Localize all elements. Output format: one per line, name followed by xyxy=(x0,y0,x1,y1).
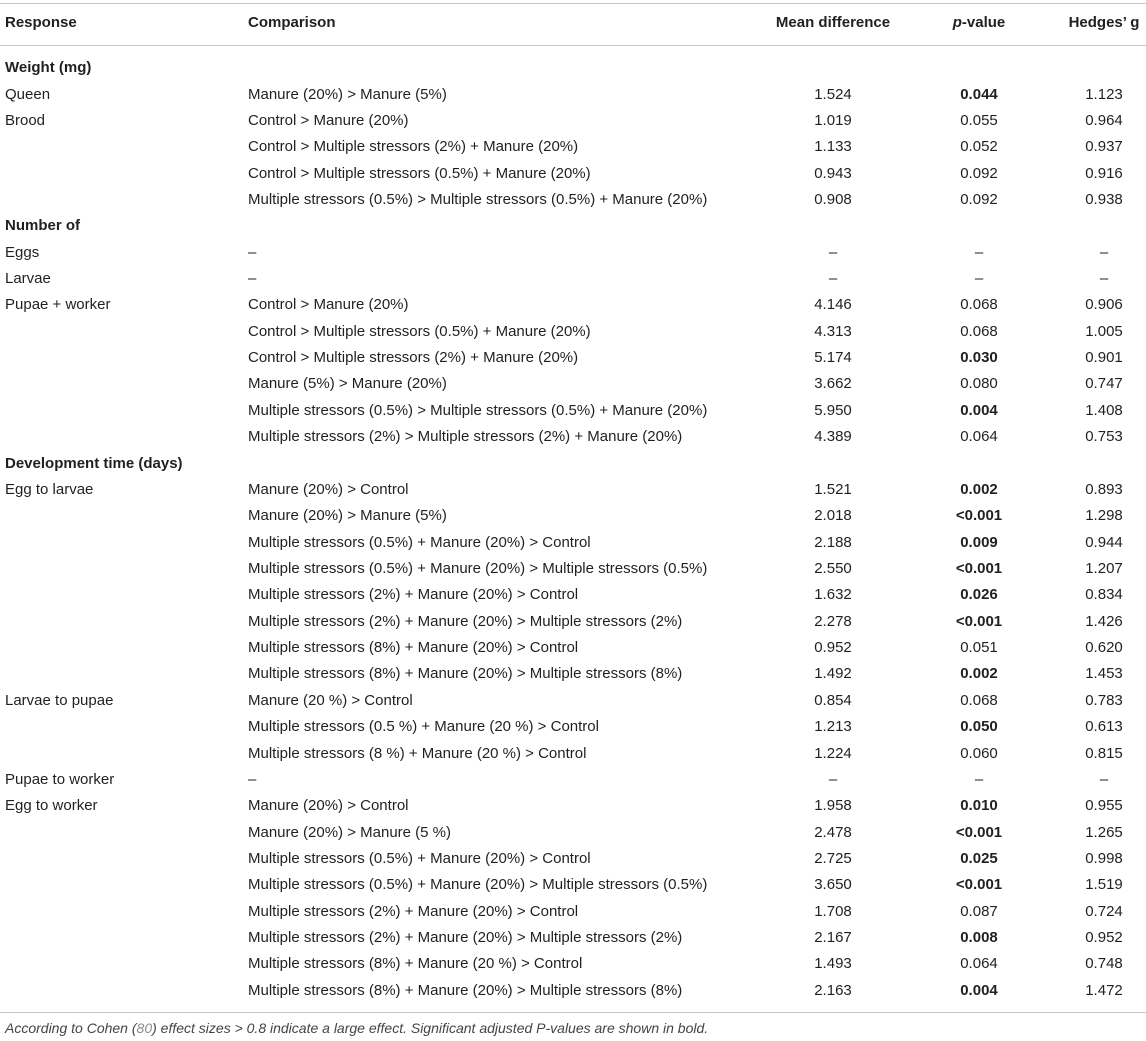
comparison-cell: Manure (5%) > Manure (20%) xyxy=(248,375,447,393)
p-value-cell: – xyxy=(974,270,984,288)
header-mean-difference: Mean difference xyxy=(775,14,891,31)
hedges-g-cell: – xyxy=(1099,770,1109,788)
table-row xyxy=(0,319,1146,345)
table-row xyxy=(0,661,1146,687)
mean-difference-cell: 1.224 xyxy=(814,744,852,762)
comparison-cell: Multiple stressors (2%) + Manure (20%) > Multiple stressors (2%) xyxy=(248,929,683,947)
mean-difference-cell: 2.725 xyxy=(814,849,852,867)
section-header-row xyxy=(0,55,1146,81)
mean-difference-cell: 1.708 xyxy=(814,902,852,920)
table-row xyxy=(0,529,1146,555)
footer-rule xyxy=(0,1012,1146,1013)
table-row xyxy=(0,556,1146,582)
comparison-cell: Multiple stressors (0.5%) + Manure (20%) > Control xyxy=(248,533,591,551)
p-value-cell: 0.055 xyxy=(960,111,998,129)
response-cell: Queen xyxy=(5,85,51,103)
p-value-cell: 0.051 xyxy=(960,639,998,657)
comparison-cell: Multiple stressors (8%) + Manure (20%) > Multiple stressors (8%) xyxy=(248,981,683,999)
p-value-cell: 0.080 xyxy=(960,375,998,393)
p-value-cell: 0.064 xyxy=(960,428,998,446)
p-value-cell: 0.060 xyxy=(960,744,998,762)
table-row xyxy=(0,160,1146,186)
mean-difference-cell: 4.146 xyxy=(814,296,852,314)
p-value-cell: – xyxy=(974,770,984,788)
p-value-cell: 0.092 xyxy=(960,164,998,182)
p-value-cell: 0.052 xyxy=(960,138,998,156)
p-value-cell: 0.068 xyxy=(960,296,998,314)
table-row xyxy=(0,635,1146,661)
header-hedges-g: Hedges’ g xyxy=(1068,14,1140,31)
comparison-cell: Multiple stressors (8%) + Manure (20%) > Multiple stressors (8%) xyxy=(248,665,683,683)
citation-link[interactable]: 80 xyxy=(136,1020,153,1036)
table-row xyxy=(0,345,1146,371)
hedges-g-cell: 1.453 xyxy=(1085,665,1123,683)
comparison-cell: Multiple stressors (0.5%) + Manure (20%) > Control xyxy=(248,849,591,867)
mean-difference-cell: 1.213 xyxy=(814,718,852,736)
p-value-cell: 0.004 xyxy=(960,401,998,419)
table-row xyxy=(0,609,1146,635)
hedges-g-cell: 0.944 xyxy=(1085,533,1123,551)
section-label: Number of xyxy=(5,217,80,235)
mean-difference-cell: 4.389 xyxy=(814,428,852,446)
header-p-value xyxy=(906,14,1052,32)
hedges-g-cell: 1.123 xyxy=(1085,85,1123,103)
comparison-cell: Multiple stressors (2%) + Manure (20%) > Control xyxy=(248,902,579,920)
hedges-g-cell: 0.747 xyxy=(1085,375,1123,393)
mean-difference-cell: 1.524 xyxy=(814,85,852,103)
hedges-g-cell: 0.938 xyxy=(1085,190,1123,208)
comparison-cell: Manure (20%) > Manure (5%) xyxy=(248,507,447,525)
section-header-row xyxy=(0,213,1146,239)
response-cell: Larvae to pupae xyxy=(5,691,114,709)
comparison-cell: Manure (20%) > Control xyxy=(248,480,409,498)
table-row xyxy=(0,819,1146,845)
comparison-cell: Multiple stressors (0.5 %) + Manure (20 %) > Control xyxy=(248,718,599,736)
table-row xyxy=(0,371,1146,397)
mean-difference-cell: 1.492 xyxy=(814,665,852,683)
comparison-cell: Control > Manure (20%) xyxy=(248,111,409,129)
comparison-cell: Multiple stressors (8%) + Manure (20 %) > Control xyxy=(248,955,583,973)
p-value-cell: 0.025 xyxy=(960,849,998,867)
response-cell: Pupae + worker xyxy=(5,296,111,314)
section-label: Weight (mg) xyxy=(5,59,92,77)
hedges-g-cell: 0.893 xyxy=(1085,480,1123,498)
comparison-cell: Multiple stressors (2%) + Manure (20%) > Multiple stressors (2%) xyxy=(248,612,683,630)
table-row xyxy=(0,398,1146,424)
comparison-cell: Manure (20%) > Manure (5 %) xyxy=(248,823,451,841)
mean-difference-cell: 1.133 xyxy=(814,138,852,156)
p-value-cell: 0.026 xyxy=(960,586,998,604)
mean-difference-cell: 2.278 xyxy=(814,612,852,630)
mean-difference-cell: 1.632 xyxy=(814,586,852,604)
mean-difference-cell: 0.943 xyxy=(814,164,852,182)
hedges-g-cell: 1.005 xyxy=(1085,322,1123,340)
section-header-row xyxy=(0,450,1146,476)
comparison-cell: Multiple stressors (0.5%) + Manure (20%) > Multiple stressors (0.5%) xyxy=(248,560,708,577)
table-row xyxy=(0,899,1146,925)
mean-difference-cell: 3.662 xyxy=(814,375,852,393)
p-value-cell: – xyxy=(974,243,984,261)
p-value-cell: 0.002 xyxy=(960,665,998,683)
response-cell: Larvae xyxy=(5,270,51,288)
table-row xyxy=(0,925,1146,951)
hedges-g-cell: 1.207 xyxy=(1085,560,1123,577)
hedges-g-cell: 0.964 xyxy=(1085,111,1123,129)
p-value-cell: 0.092 xyxy=(960,190,998,208)
mean-difference-cell: 3.650 xyxy=(814,876,852,894)
comparison-cell: Manure (20%) > Manure (5%) xyxy=(248,85,447,103)
footnote-text-after: ) effect sizes > 0.8 indicate a large effect. Significant adjusted P-values are shown in bold. xyxy=(152,1020,709,1036)
table-row xyxy=(0,740,1146,766)
header-rule xyxy=(0,45,1146,46)
hedges-g-cell: 1.472 xyxy=(1085,981,1123,999)
response-cell: Eggs xyxy=(5,243,40,261)
mean-difference-cell: 5.950 xyxy=(814,401,852,419)
p-value-cell: 0.004 xyxy=(960,981,998,999)
table-row xyxy=(0,688,1146,714)
comparison-cell: Control > Multiple stressors (2%) + Manure (20%) xyxy=(248,349,579,367)
p-value-cell: 0.008 xyxy=(960,929,998,947)
p-value-cell: <0.001 xyxy=(955,507,1003,525)
results-table-body xyxy=(0,55,1146,1004)
header-p-value-suffix: -value xyxy=(961,14,1006,31)
comparison-cell: Control > Manure (20%) xyxy=(248,296,409,314)
p-value-cell: <0.001 xyxy=(955,612,1003,630)
table-row xyxy=(0,978,1146,1004)
table-row xyxy=(0,266,1146,292)
hedges-g-cell: 0.753 xyxy=(1085,428,1123,446)
hedges-g-cell: 1.298 xyxy=(1085,507,1123,525)
mean-difference-cell: 2.018 xyxy=(814,507,852,525)
hedges-g-cell: 0.998 xyxy=(1085,849,1123,867)
comparison-cell: Multiple stressors (2%) + Manure (20%) > Control xyxy=(248,586,579,604)
p-value-cell: 0.064 xyxy=(960,955,998,973)
p-value-cell: <0.001 xyxy=(955,560,1003,577)
section-label: Development time (days) xyxy=(5,454,183,472)
p-value-cell: 0.010 xyxy=(960,797,998,815)
table-footnote xyxy=(5,1018,708,1038)
hedges-g-cell: 0.620 xyxy=(1085,639,1123,657)
hedges-g-cell: 0.783 xyxy=(1085,691,1123,709)
comparison-cell: Multiple stressors (0.5%) + Manure (20%) > Multiple stressors (0.5%) xyxy=(248,876,708,894)
hedges-g-cell: 0.937 xyxy=(1085,138,1123,156)
mean-difference-cell: 1.958 xyxy=(814,797,852,815)
response-cell: Pupae to worker xyxy=(5,770,115,788)
table-row xyxy=(0,424,1146,450)
table-row xyxy=(0,582,1146,608)
p-value-cell: <0.001 xyxy=(955,876,1003,894)
comparison-cell: Multiple stressors (0.5%) > Multiple stressors (0.5%) + Manure (20%) xyxy=(248,190,708,208)
table-row xyxy=(0,793,1146,819)
comparison-cell: Control > Multiple stressors (2%) + Manure (20%) xyxy=(248,138,579,156)
table-row xyxy=(0,134,1146,160)
mean-difference-cell: 2.550 xyxy=(814,560,852,577)
comparison-cell: Manure (20 %) > Control xyxy=(248,691,413,709)
comparison-cell: – xyxy=(248,770,257,788)
hedges-g-cell: 0.916 xyxy=(1085,164,1123,182)
p-value-cell: 0.068 xyxy=(960,322,998,340)
table-row xyxy=(0,477,1146,503)
p-value-cell: 0.068 xyxy=(960,691,998,709)
table-row xyxy=(0,503,1146,529)
table-row xyxy=(0,292,1146,318)
p-value-cell: 0.002 xyxy=(960,480,998,498)
hedges-g-cell: 1.519 xyxy=(1085,876,1123,894)
mean-difference-cell: – xyxy=(828,770,838,788)
hedges-g-cell: – xyxy=(1099,243,1109,261)
hedges-g-cell: 0.901 xyxy=(1085,349,1123,367)
mean-difference-cell: 2.188 xyxy=(814,533,852,551)
comparison-cell: Control > Multiple stressors (0.5%) + Manure (20%) xyxy=(248,322,591,340)
hedges-g-cell: 0.815 xyxy=(1085,744,1123,762)
response-cell: Egg to worker xyxy=(5,797,98,815)
response-cell: Egg to larvae xyxy=(5,480,94,498)
comparison-cell: Control > Multiple stressors (0.5%) + Manure (20%) xyxy=(248,164,591,182)
header-p-value-italic: p xyxy=(952,14,962,31)
comparison-cell: – xyxy=(248,243,257,261)
header-comparison: Comparison xyxy=(248,14,336,31)
p-value-cell: 0.087 xyxy=(960,902,998,920)
table-row xyxy=(0,108,1146,134)
mean-difference-cell: 1.493 xyxy=(814,955,852,973)
table-row xyxy=(0,187,1146,213)
mean-difference-cell: 2.167 xyxy=(814,929,852,947)
p-value-cell: <0.001 xyxy=(955,823,1003,841)
comparison-cell: – xyxy=(248,270,257,288)
mean-difference-cell: 1.521 xyxy=(814,480,852,498)
hedges-g-cell: 0.748 xyxy=(1085,955,1123,973)
mean-difference-cell: – xyxy=(828,270,838,288)
hedges-g-cell: 1.408 xyxy=(1085,401,1123,419)
hedges-g-cell: 0.724 xyxy=(1085,902,1123,920)
mean-difference-cell: 0.854 xyxy=(814,691,852,709)
table-row xyxy=(0,240,1146,266)
hedges-g-cell: 0.952 xyxy=(1085,929,1123,947)
comparison-cell: Multiple stressors (8 %) + Manure (20 %) > Control xyxy=(248,744,587,762)
hedges-g-cell: 0.906 xyxy=(1085,296,1123,314)
hedges-g-cell: 0.834 xyxy=(1085,586,1123,604)
comparison-cell: Multiple stressors (8%) + Manure (20%) > Control xyxy=(248,639,579,657)
table-row xyxy=(0,714,1146,740)
table-row xyxy=(0,767,1146,793)
p-value-cell: 0.009 xyxy=(960,533,998,551)
hedges-g-cell: 0.613 xyxy=(1085,718,1123,736)
mean-difference-cell: 2.478 xyxy=(814,823,852,841)
hedges-g-cell: 1.265 xyxy=(1085,823,1123,841)
hedges-g-cell: 1.426 xyxy=(1085,612,1123,630)
mean-difference-cell: 5.174 xyxy=(814,349,852,367)
p-value-cell: 0.030 xyxy=(960,349,998,367)
table-header-row xyxy=(0,4,1146,42)
table-row xyxy=(0,951,1146,977)
mean-difference-cell: 0.908 xyxy=(814,190,852,208)
hedges-g-cell: – xyxy=(1099,270,1109,288)
table-row xyxy=(0,872,1146,898)
mean-difference-cell: 4.313 xyxy=(814,322,852,340)
mean-difference-cell: – xyxy=(828,243,838,261)
mean-difference-cell: 0.952 xyxy=(814,639,852,657)
comparison-cell: Manure (20%) > Control xyxy=(248,797,409,815)
comparison-cell: Multiple stressors (0.5%) > Multiple stressors (0.5%) + Manure (20%) xyxy=(248,401,708,419)
hedges-g-cell: 0.955 xyxy=(1085,797,1123,815)
footnote-text-before: According to Cohen ( xyxy=(5,1020,137,1036)
response-cell: Brood xyxy=(5,111,46,129)
mean-difference-cell: 1.019 xyxy=(814,111,852,129)
comparison-cell: Multiple stressors (2%) > Multiple stressors (2%) + Manure (20%) xyxy=(248,428,683,446)
table-row xyxy=(0,846,1146,872)
p-value-cell: 0.044 xyxy=(960,85,998,103)
p-value-cell: 0.050 xyxy=(960,718,998,736)
table-row xyxy=(0,81,1146,107)
mean-difference-cell: 2.163 xyxy=(814,981,852,999)
header-response: Response xyxy=(5,14,77,31)
